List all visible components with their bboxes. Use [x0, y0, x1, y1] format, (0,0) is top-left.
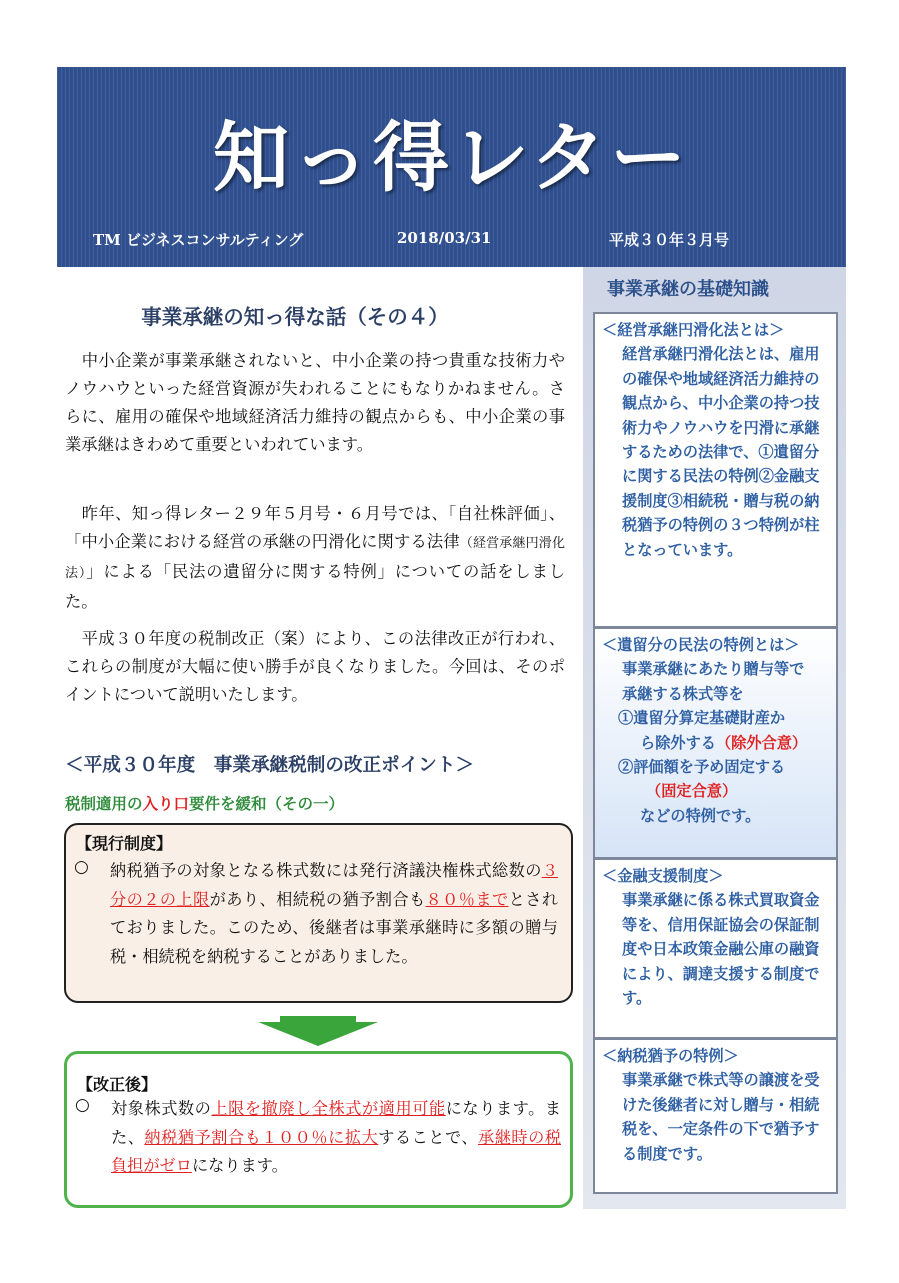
after-revision-box: [64, 1051, 573, 1208]
box-emphasis: 納税猶予割合も１００％に拡大: [144, 1127, 379, 1147]
box-text: があり、相続税の猶予割合も: [209, 889, 426, 909]
section-heading: ＜平成３０年度 事業承継税制の改正ポイント＞: [65, 755, 475, 776]
box-text: とされておりました。このため、後継者は事業承継時に多額の贈与税・相続税を納税することがありました。: [110, 889, 559, 966]
sidebar-box-civil-law-exception: [593, 627, 838, 859]
box-emphasis: ８０％まで: [425, 889, 509, 909]
sidebar-line: [622, 731, 826, 755]
sidebar-line: ①遺留分算定基礎財産か: [618, 709, 786, 728]
paragraph-small-text: （経営承継円滑化法）: [65, 536, 565, 581]
subsection-heading-text: 要件を緩和（その一）: [189, 794, 345, 813]
paragraph-text: 昨年、知っ得レター２９年５月号・６月号では、「自社株評価」、「中小企業における経営の承継の円滑化に関する法律: [65, 504, 565, 551]
sidebar-box-body: [595, 657, 836, 828]
company-name: TM ビジネスコンサルティング: [93, 231, 304, 249]
sidebar-box-heading: ＜金融支援制度＞: [602, 867, 724, 885]
subsection-heading: [65, 792, 344, 814]
sidebar: [583, 267, 846, 1209]
paragraph-text: 平成３０年度の税制改正（案）により、この法律改正が行われ、これらの制度が大幅に使い勝手が良くなりました。今回は、そのポイントについて説明いたします。: [65, 629, 565, 704]
current-system-box: [64, 823, 573, 1003]
sidebar-line: 承継する株式等を: [622, 684, 744, 703]
sidebar-box-succession-law: [593, 312, 838, 628]
sidebar-box-heading: ＜遺留分の民法の特例とは＞: [602, 636, 800, 654]
issue-label: 平成３０年３月号: [609, 231, 730, 249]
subsection-heading-emphasis: 入り口: [142, 794, 190, 813]
sidebar-box-body: 事業承継に係る株式買取資金等を、信用保証協会の保証制度や日本政策金融公庫の融資により、調達支援する制度です。: [622, 891, 820, 1008]
box-text: になります。また、: [111, 1099, 561, 1147]
bullet-icon: ○: [74, 857, 89, 877]
down-arrow-icon: [258, 1016, 378, 1046]
sidebar-title: 事業承継の基礎知識: [607, 279, 769, 300]
newsletter-title: 知っ得レター: [213, 113, 690, 202]
paragraph-text: 中小企業が事業承継されないと、中小企業の持つ貴重な技術力やノウハウといった経営資源が失われることにもなりかねません。さらに、雇用の確保や地域経済活力維持の観点からも、中小企業の事業承継はきわめて重要といわれています。: [65, 351, 565, 454]
current-system-text: [110, 857, 558, 971]
box-text: することで、: [378, 1127, 479, 1147]
fixed-agreement-label: （固定合意）: [646, 782, 738, 801]
sidebar-box-tax-deferral: [593, 1038, 838, 1194]
box-emphasis: 上限を撤廃し全株式が適用可能: [211, 1099, 446, 1118]
sidebar-box-body: 事業承継で株式等の譲渡を受けた後継者に対し贈与・相続税を、一定条件の下で猶予する制度です。: [622, 1071, 820, 1163]
sidebar-box-heading: ＜納税猶予の特例＞: [602, 1047, 739, 1065]
issue-date: 2018/03/31: [397, 229, 492, 247]
article-paragraph: [65, 500, 565, 616]
header-banner: [57, 67, 846, 267]
article-title: 事業承継の知っ得な話（その４）: [141, 305, 449, 329]
subsection-heading-text: 税制適用の: [65, 794, 143, 813]
after-revision-label: 【改正後】: [77, 1075, 158, 1094]
paragraph-text: 」による「民法の遺留分に関する特例」についての話をしました。: [65, 562, 565, 611]
sidebar-line: ②評価額を予め固定する: [618, 758, 786, 777]
box-emphasis: ３分の２の上限: [110, 861, 558, 909]
current-system-label: 【現行制度】: [76, 834, 173, 853]
sidebar-box-heading: ＜経営承継円滑化法とは＞: [602, 321, 785, 339]
sidebar-line: 事業承継にあたり贈与等で: [622, 660, 805, 679]
after-revision-text: [111, 1095, 561, 1181]
bullet-icon: ○: [75, 1095, 90, 1115]
box-text: 納税猶予の対象となる株式数には発行済議決権株式総数の: [110, 861, 542, 880]
sidebar-box-financial-support: [593, 858, 838, 1039]
sidebar-line: などの特例です。: [640, 806, 761, 825]
article-paragraph: [65, 347, 565, 459]
box-emphasis: 承継時の税負担がゼロ: [111, 1127, 562, 1176]
sidebar-line-text: ら除外する: [640, 733, 716, 752]
box-text: になります。: [191, 1156, 288, 1176]
exclusion-agreement-label: （除外合意）: [715, 733, 808, 752]
article-paragraph: [65, 625, 565, 709]
box-text: 対象株式数の: [111, 1099, 212, 1118]
sidebar-box-body: 経営承継円滑化法とは、雇用の確保や地域経済活力維持の観点から、中小企業の持つ技術力やノウハウを円滑に承継するための法律で、①遺留分に関する民法の特例②金融支援制度③相続税・贈与税の納税猶予の特例の３つ特例が柱となっています。: [622, 345, 820, 559]
